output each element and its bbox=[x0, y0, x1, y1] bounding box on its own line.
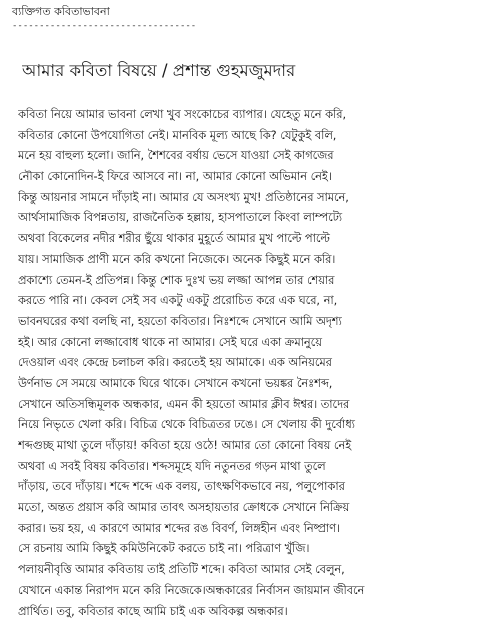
article-body bbox=[18, 105, 480, 622]
body-line: ভাবনঘরের কথা বলছি না, হয়তো কবিতার। নিঃশব্দে সেখানে আমি অদৃশ্য bbox=[18, 314, 342, 328]
body-line: হই। আর কোনো লজ্জাবোধ থাকে না আমার। সেই ঘরে একা ক্রমানুয়ে bbox=[18, 335, 322, 349]
body-line: দেওয়াল এবং কেন্দ্রে চলাচল করি। করতেই হয় আমাকে। এক অনিয়মের bbox=[18, 356, 332, 370]
body-line: সে রচনায় আমি কিছুই কমিউনিকেট করতে চাই না। পরিত্রাণ খুঁজি। bbox=[18, 542, 310, 556]
body-line: কবিতা নিয়ে আমার ভাবনা লেখা খুব সংকোচের ব্যাপার। যেহেতু মনে করি, bbox=[18, 108, 347, 121]
body-line: দাঁড়ায়, তবে দাঁড়ায়। শব্দে শব্দে এক বলয়, তাৎক্ষণিকভাবে নয়, পলুপোকার bbox=[18, 480, 345, 494]
body-line: প্রার্থিত। তবু, কবিতার কাছে আমি চাই এক অবিকল্প অন্ধকার। bbox=[18, 604, 288, 618]
article-title: আমার কবিতা বিষয়ে / প্রশান্ত গুহমজুমদার bbox=[22, 61, 296, 80]
body-line: কবিতার কোনো উপযোগিতা নেই। মানবিক মূল্য আছে কি? যেটুকুই বলি, bbox=[18, 128, 337, 142]
body-line: শব্দগুচ্ছ মাথা তুলে দাঁড়ায়! কবিতা হয়ে ওঠে! আমার তো কোনো বিষয় নেই bbox=[18, 439, 352, 452]
section-label: ব্যক্তিগত কবিতাভাবনা bbox=[12, 5, 110, 18]
section-divider: ---------------------------------- bbox=[12, 21, 197, 31]
body-line: যায়। সামাজিক প্রাণী মনে করি কখনো নিজেকে। অনেক কিছুই মনে করি। bbox=[18, 252, 336, 266]
body-line: করার। ভয় হয়, এ কারণে আমার শব্দের রঙ বিবর্ণ, লিঙ্গহীন এবং নিষ্প্রাণ। bbox=[18, 521, 340, 535]
body-line: কিন্তু আয়নার সামনে দাঁড়াই না। আমার যে অসংখ্য মুখ! প্রতিষ্ঠানের সামনে, bbox=[18, 190, 349, 204]
body-line: যেখানে একান্ত নিরাপদ মনে করি নিজেকে।অন্ধকারের নির্বাসন জায়মান জীবনে bbox=[18, 583, 365, 597]
body-line: নিয়ে নিভৃতে খেলা করি। বিচিত্র থেকে বিচিত্রতর ঢঙে। সে খেলায় কী দুর্বোধ্য bbox=[18, 418, 355, 432]
body-line: করতে পারি না। কেবল সেই সব একটু একটু প্ররোচিত করে এক ঘরে, না, bbox=[18, 294, 338, 308]
body-line: অথবা এ সবই বিষয় কবিতার। শব্দসমূহে যদি নতুনতর গড়ন মাথা তুলে bbox=[18, 459, 326, 473]
body-line: নৌকা কোনোদিন-ই ফিরে আসবে না। না, আমার কোনো অভিমান নেই। bbox=[18, 170, 332, 184]
body-line: প্রকাশ্যে তেমন-ই প্রতিপন্ন। কিন্তু শোক দুঃখ ভয় লজ্জা আপন্ন তার শেয়ার bbox=[18, 273, 335, 287]
body-line: উর্ণনাভ সে সময়ে আমাকে ঘিরে থাকে। সেখানে কখনো ভয়ঙ্কর নৈঃশব্দ, bbox=[18, 376, 333, 390]
body-line: মনে হয় বাহুল্য হলো। জানি, শৈশবের বর্ষায় ভেসে যাওয়া সেই কাগজের bbox=[18, 149, 334, 163]
body-line: সেখানে অতিসন্ধিমূলক অন্ধকার, এমন কী হয়তো আমার ক্লীব ঈশ্বর। তাদের bbox=[18, 397, 350, 411]
body-line: পলায়নীবৃত্তি আমার কবিতায় তাই প্রতিটি শব্দে। কবিতা আমার সেই বেলুন, bbox=[18, 563, 345, 577]
body-line: আর্থসামাজিক বিপন্নতায়, রাজনৈতিক হল্লায়, হাসপাতালে কিংবা লাম্পট্যে bbox=[18, 211, 343, 225]
body-line: অথবা বিকেলের নদীর শরীর ছুঁয়ে থাকার মুহূর্তে আমার মুখ পাল্টে পাল্টে bbox=[18, 232, 330, 246]
body-line: মতো, অন্তত প্রয়াস করি আমার তাবৎ অসহায়তার ক্রোধকে সেখানে নিক্রিয় bbox=[18, 501, 350, 515]
